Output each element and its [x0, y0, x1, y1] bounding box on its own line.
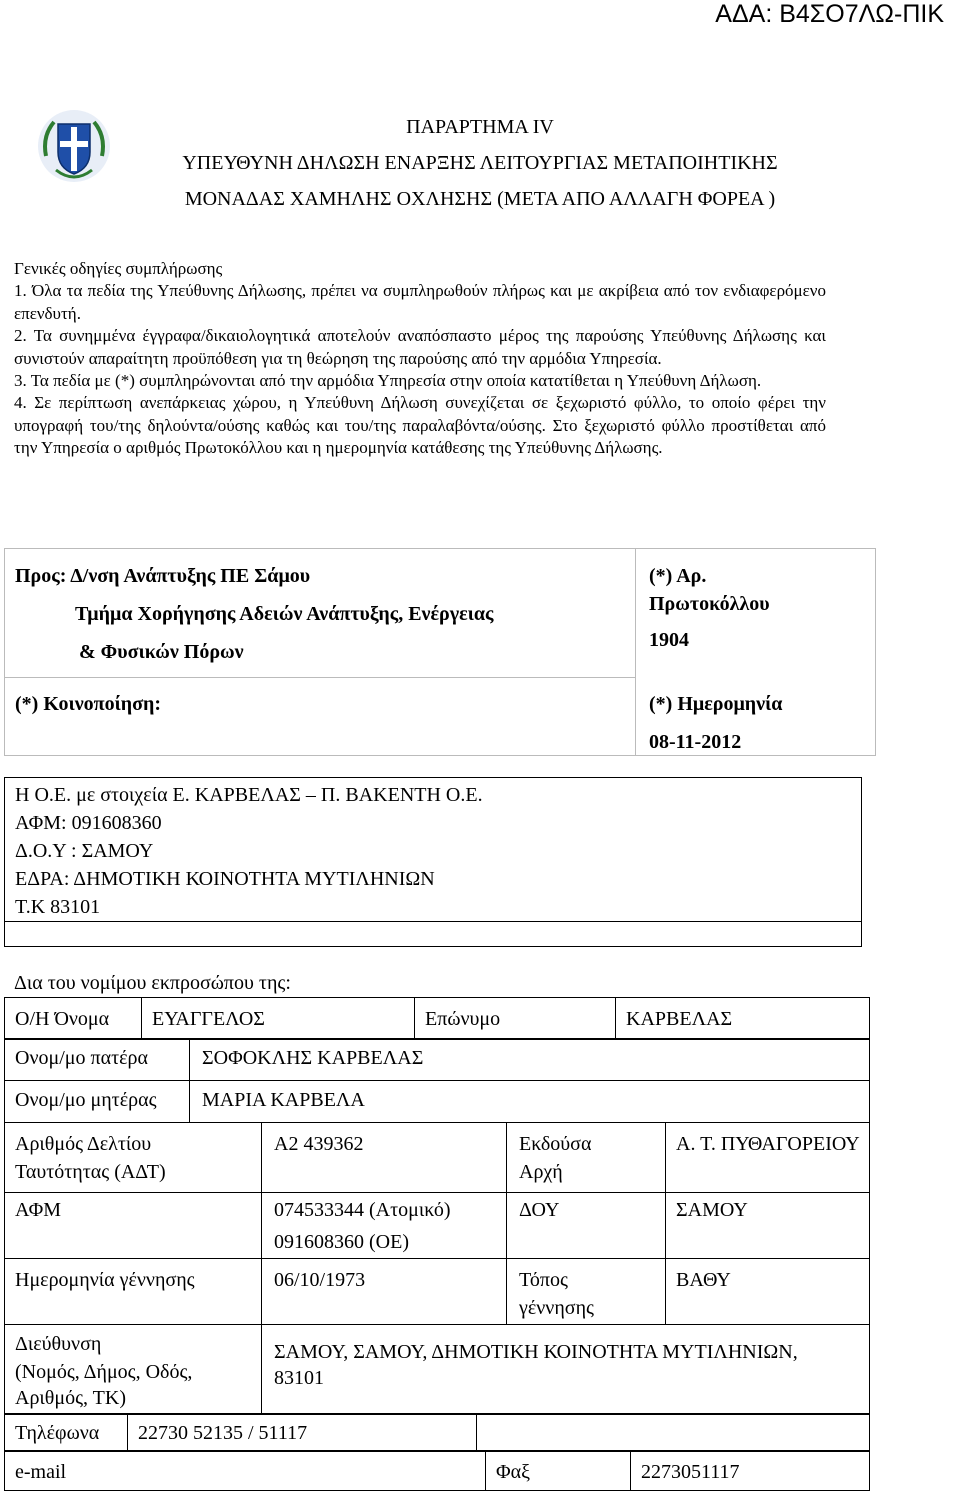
mother-label: Ονομ/μο μητέρας [15, 1089, 157, 1111]
instruction-item-2: 2. Τα συνημμένα έγγραφα/δικαιολογητικά αποτελούν αναπόσπαστο μέρος της παρούσης Υπεύθυνης Δήλωσης και συνιστούν απαραίτητη προϋπόθεση για τη θεώρηση της παρούσης από την αρμόδια Υπηρεσία. [14, 326, 826, 368]
phone-label: Τηλέφωνα [15, 1422, 100, 1444]
surname-value: ΚΑΡΒΕΛΑΣ [626, 1008, 733, 1030]
address-row [4, 1324, 870, 1415]
surname-value-cell [616, 998, 870, 1040]
father-label: Ονομ/μο πατέρα [15, 1047, 148, 1069]
address-label-2: (Νομός, Δήμος, Οδός, [15, 1361, 193, 1383]
address-box [4, 548, 876, 756]
fax-value: 2273051117 [641, 1461, 740, 1483]
issuer-value-cell [666, 1123, 870, 1193]
address-value-2: 83101 [274, 1367, 324, 1389]
phone-value-cell [128, 1414, 477, 1452]
protocol-label-1: (*) Αρ. [649, 565, 707, 587]
address-value-1: ΣΑΜΟΥ, ΣΑΜΟΥ, ΔΗΜΟΤΙΚΗ ΚΟΙΝΟΤΗΤΑ ΜΥΤΙΛΗΝΙΩΝ, [274, 1341, 798, 1363]
identity-grid [4, 1122, 870, 1325]
mother-value: ΜΑΡΙΑ ΚΑΡΒΕΛΑ [202, 1089, 365, 1111]
doy-label-cell [507, 1193, 666, 1259]
instruction-item-1: 1. Όλα τα πεδία της Υπεύθυνης Δήλωσης, πρέπει να συμπληρωθούν πλήρως και με ακρίβεια από τον ενδιαφερόμενο επενδυτή. [14, 281, 826, 323]
id-label-2: Ταυτότητας (ΑΔΤ) [15, 1161, 166, 1183]
date-label: (*) Ημερομηνία [649, 693, 783, 715]
email-label-cell [5, 1451, 486, 1491]
name-value-cell [142, 998, 415, 1040]
father-value: ΣΟΦΟΚΛΗΣ ΚΑΡΒΕΛΑΣ [202, 1047, 424, 1069]
company-line-1: Η Ο.Ε. με στοιχεία Ε. ΚΑΡΒΕΛΑΣ – Π. ΒΑΚΕΝΤΗ Ο.Ε. [15, 784, 483, 806]
annex-title: ΠΑΡΑΡΤΗΜΑ IV [406, 116, 554, 138]
date-value: 08-11-2012 [649, 731, 742, 753]
id-value: Α2 439362 [274, 1133, 364, 1155]
birthplace-label-2: γέννησης [519, 1297, 594, 1319]
issuer-label-cell [507, 1123, 666, 1193]
declaration-title-line2: ΜΟΝΑΔΑΣ ΧΑΜΗΛΗΣ ΟΧΛΗΣΗΣ (ΜΕΤΑ ΑΠΟ ΑΛΛΑΓΗ ΦΟΡΕΑ ) [184, 188, 776, 210]
name-value: ΕΥΑΓΓΕΛΟΣ [152, 1008, 265, 1030]
instructions-title: Γενικές οδηγίες συμπλήρωσης [14, 259, 223, 278]
afm-value-2: 091608360 (ΟΕ) [274, 1231, 409, 1253]
id-value-cell [262, 1123, 507, 1193]
address-box-divider [635, 549, 636, 755]
surname-label: Επώνυμο [425, 1008, 501, 1030]
address-label-1: Διεύθυνση [15, 1333, 102, 1355]
address-label-3: Αριθμός, ΤΚ) [15, 1387, 126, 1409]
representative-heading: Δια του νομίμου εκπροσώπου της: [14, 972, 291, 994]
company-box [4, 777, 862, 947]
birthdate-value-cell [262, 1259, 507, 1325]
father-label-cell [5, 1039, 190, 1081]
address-label-cell [5, 1325, 262, 1415]
birthplace-label-cell [507, 1259, 666, 1325]
mother-label-cell [5, 1081, 190, 1123]
fax-value-cell [631, 1451, 870, 1491]
address-box-hline [5, 677, 635, 678]
id-label-1: Αριθμός Δελτίου [15, 1133, 152, 1155]
birthdate-label: Ημερομηνία γέννησης [15, 1269, 195, 1291]
birthplace-value: ΒΑΘΥ [676, 1269, 731, 1291]
company-line-3: Δ.Ο.Υ : ΣΑΜΟΥ [15, 840, 154, 862]
name-label-cell [5, 998, 142, 1040]
instruction-item-4: 4. Σε περίπτωση ανεπάρκειας χώρου, η Υπεύθυνη Δήλωση συνεχίζεται σε ξεχωριστό φύλλο, το οποίο φέρει την υπογραφή του/της δηλούντα/ούσης καθώς και του/της παραλαβόντα/ούσης. Στο ξεχωριστό φύλλο προστίθεται από την Υπηρεσία ο αριθμός Πρωτοκόλλου και η ημερομηνία κατάθεσης της Υπεύθυνης Δήλωσης. [14, 393, 826, 458]
phone-value: 22730 52135 / 51117 [138, 1422, 308, 1444]
issuer-value: Α. Τ. ΠΥΘΑΓΟΡΕΙΟΥ [676, 1133, 860, 1155]
birthplace-value-cell [666, 1259, 870, 1325]
phone-empty-cell [477, 1414, 870, 1452]
recipient-line3: & Φυσικών Πόρων [79, 641, 244, 663]
company-line-5: Τ.Κ 83101 [15, 896, 101, 918]
birthplace-label-1: Τόπος [519, 1269, 568, 1291]
recipient-line2: Τμήμα Χορήγησης Αδειών Ανάπτυξης, Ενέργειας [75, 603, 494, 625]
fax-label-cell [486, 1451, 631, 1491]
afm-label-cell [5, 1193, 262, 1259]
birthdate-value: 06/10/1973 [274, 1269, 366, 1291]
id-label-cell [5, 1123, 262, 1193]
ada-code: ΑΔΑ: Β4ΣΟ7ΛΩ-ΠΙΚ [715, 0, 944, 28]
surname-label-cell [415, 998, 616, 1040]
issuer-label-1: Εκδούσα [519, 1133, 592, 1155]
recipient-line1: Προς: Δ/νση Ανάπτυξης ΠΕ Σάμου [15, 565, 311, 587]
protocol-label-2: Πρωτοκόλλου [649, 593, 770, 615]
doy-value-cell [666, 1193, 870, 1259]
cc-label: (*) Κοινοποίηση: [15, 693, 162, 715]
afm-value-cell [262, 1193, 507, 1259]
protocol-number: 1904 [649, 629, 689, 651]
mother-value-cell [190, 1081, 870, 1123]
name-row [4, 997, 870, 1040]
email-fax-row [4, 1450, 870, 1491]
fax-label: Φαξ [496, 1461, 531, 1483]
company-box-separator [5, 921, 861, 922]
instruction-item-3: 3. Τα πεδία με (*) συμπληρώνονται από την αρμόδια Υπηρεσία στην οποία κατατίθεται η Υπεύθυνη Δήλωση. [14, 371, 762, 391]
issuer-label-2: Αρχή [519, 1161, 563, 1183]
doy-label: ΔΟΥ [519, 1199, 560, 1221]
name-label: Ο/Η Όνομα [15, 1008, 110, 1030]
afm-label: ΑΦΜ [15, 1199, 62, 1221]
doy-value: ΣΑΜΟΥ [676, 1199, 748, 1221]
address-value-cell [262, 1325, 870, 1415]
email-label: e-mail [15, 1461, 67, 1483]
company-line-2: ΑΦΜ: 091608360 [15, 812, 162, 834]
company-line-4: ΕΔΡΑ: ΔΗΜΟΤΙΚΗ ΚΟΙΝΟΤΗΤΑ ΜΥΤΙΛΗΝΙΩΝ [15, 868, 435, 890]
declaration-title-line1: ΥΠΕΥΘΥΝΗ ΔΗΛΩΣΗ ΕΝΑΡΞΗΣ ΛΕΙΤΟΥΡΓΙΑΣ ΜΕΤΑΠΟΙΗΤΙΚΗΣ [182, 152, 778, 174]
phone-label-cell [5, 1414, 128, 1452]
phone-row [4, 1413, 870, 1452]
birthdate-label-cell [5, 1259, 262, 1325]
parents-rows [4, 1038, 870, 1123]
instructions [14, 258, 826, 460]
father-value-cell [190, 1039, 870, 1081]
afm-value-1: 074533344 (Ατομικό) [274, 1199, 451, 1221]
